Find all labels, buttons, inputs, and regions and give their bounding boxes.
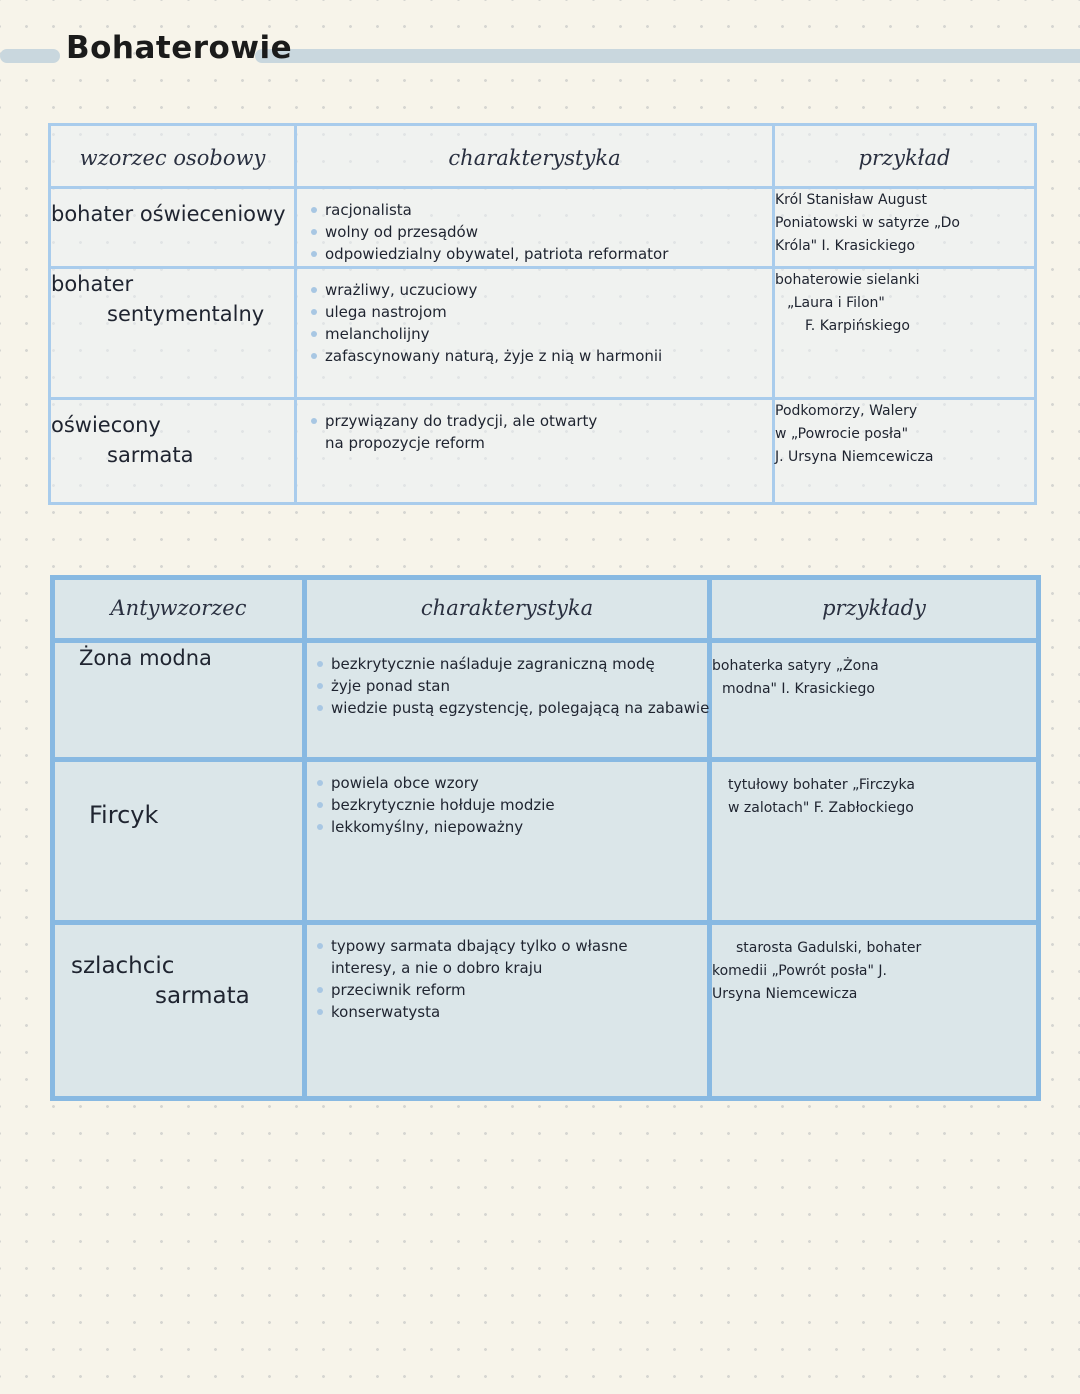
header-cell xyxy=(53,578,305,641)
hero-name: szlachcic xyxy=(71,953,175,979)
example-line: Król Stanisław August xyxy=(775,192,927,208)
example-cell xyxy=(710,641,1039,760)
list-item: wrażliwy, uczuciowy xyxy=(311,279,772,301)
header-cell xyxy=(305,578,710,641)
hero-name-cell xyxy=(53,641,305,760)
example-cell xyxy=(774,268,1036,399)
header-cell xyxy=(50,125,296,188)
traits-cell xyxy=(296,188,774,268)
list-item: typowy sarmata dbający tylko o własne xyxy=(317,935,707,957)
table-row xyxy=(53,923,1039,1099)
list-item: konserwatysta xyxy=(317,1001,707,1023)
traits-cell xyxy=(305,760,710,923)
hero-name-cell xyxy=(50,268,296,399)
header-cell xyxy=(710,578,1039,641)
header-label: charakterystyka xyxy=(448,146,621,170)
traits-list xyxy=(297,189,772,265)
hero-name: sentymentalny xyxy=(107,302,265,326)
hero-name-cell xyxy=(50,188,296,268)
anti-models-table xyxy=(50,575,1041,1101)
example-cell xyxy=(710,923,1039,1099)
traits-cell xyxy=(305,641,710,760)
list-item: odpowiedzialny obywatel, patriota reformator xyxy=(311,243,772,265)
example-cell xyxy=(710,760,1039,923)
table-header-row xyxy=(53,578,1039,641)
traits-cell xyxy=(305,923,710,1099)
list-item: przeciwnik reform xyxy=(317,979,707,1001)
traits-list xyxy=(307,762,707,838)
traits-cell xyxy=(296,268,774,399)
header-cell xyxy=(774,125,1036,188)
example-line: w zalotach" F. Zabłockiego xyxy=(728,800,914,816)
example-cell xyxy=(774,188,1036,268)
hero-name: sarmata xyxy=(155,983,250,1009)
example-line: tytułowy bohater „Firczyka xyxy=(728,777,915,793)
example-line: bohaterowie sielanki xyxy=(775,272,920,288)
role-models-table xyxy=(48,123,1037,505)
list-item: zafascynowany naturą, żyje z nią w harmonii xyxy=(311,345,772,367)
traits-list xyxy=(297,400,772,454)
list-item: na propozycje reform xyxy=(325,434,485,452)
traits-list xyxy=(307,925,707,1023)
hero-name: sarmata xyxy=(107,443,194,467)
table-header-row xyxy=(50,125,1036,188)
example-line: modna" I. Krasickiego xyxy=(722,681,875,697)
hero-name: oświecony xyxy=(51,413,161,437)
header-label: przykład xyxy=(858,146,951,170)
hero-name-cell xyxy=(53,923,305,1099)
hero-name: bohater xyxy=(51,272,134,296)
example-line: Poniatowski w satyrze „Do xyxy=(775,215,960,231)
hero-name: Żona modna xyxy=(79,646,212,670)
list-item: bezkrytycznie hołduje modzie xyxy=(317,794,707,816)
header-label: przykłady xyxy=(822,596,926,620)
title-underline-right xyxy=(255,49,1080,63)
header-cell xyxy=(296,125,774,188)
hero-name: bohater oświeceniowy xyxy=(51,202,286,226)
traits-cell xyxy=(296,399,774,504)
example-line: Podkomorzy, Walery xyxy=(775,403,918,419)
header-label: wzorzec osobowy xyxy=(79,146,266,170)
table-row xyxy=(50,268,1036,399)
title-underline-left xyxy=(0,49,60,63)
list-item: wiedzie pustą egzystencję, polegającą na zabawie xyxy=(317,697,707,719)
example-line: bohaterka satyry „Żona xyxy=(712,658,879,674)
hero-name-cell xyxy=(50,399,296,504)
list-item: przywiązany do tradycji, ale otwarty xyxy=(311,410,772,432)
header-label: Antywzorzec xyxy=(110,596,247,620)
example-cell xyxy=(774,399,1036,504)
traits-list xyxy=(297,269,772,367)
list-item: ulega nastrojom xyxy=(311,301,772,323)
table-row xyxy=(50,399,1036,504)
list-item: lekkomyślny, niepoważny xyxy=(317,816,707,838)
list-item: żyje ponad stan xyxy=(317,675,707,697)
list-item: wolny od przesądów xyxy=(311,221,772,243)
list-item: melancholijny xyxy=(311,323,772,345)
table-row xyxy=(50,188,1036,268)
example-line: komedii „Powrót posła" J. xyxy=(712,963,887,979)
example-line: J. Ursyna Niemcewicza xyxy=(775,449,934,465)
table-row xyxy=(53,641,1039,760)
header-label: charakterystyka xyxy=(420,596,594,620)
example-line: Króla" I. Krasickiego xyxy=(775,238,916,254)
traits-list xyxy=(307,643,710,719)
list-item: interesy, a nie o dobro kraju xyxy=(331,959,543,977)
list-item: racjonalista xyxy=(311,199,772,221)
hero-name: Fircyk xyxy=(89,801,159,829)
list-item: bezkrytycznie naśladuje zagraniczną modę xyxy=(317,653,707,675)
table-row xyxy=(53,760,1039,923)
hero-name-cell xyxy=(53,760,305,923)
example-line: F. Karpińskiego xyxy=(805,318,910,334)
page-title: Bohaterowie xyxy=(66,30,293,66)
list-item: powiela obce wzory xyxy=(317,772,707,794)
example-line: Ursyna Niemcewicza xyxy=(712,986,858,1002)
example-line: w „Powrocie posła" xyxy=(775,426,909,442)
example-line: „Laura i Filon" xyxy=(787,295,885,311)
example-line: starosta Gadulski, bohater xyxy=(736,940,922,956)
